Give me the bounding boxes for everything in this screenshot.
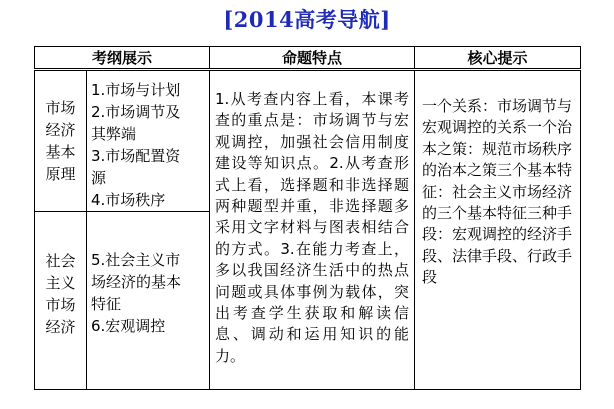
syllabus-item: 1.市场与计划 [91,81,181,99]
topic-line: 社会 [45,252,76,270]
header-features: 命题特点 [210,47,415,70]
features-text: 1.从考查内容上看，本课考查的重点是：市场调节与宏观调控，加强社会信用制度建设等知识点。2.从考查形式上看，选择题和非选择题两种题型并重，非选择题多采用文字材料与图表相结合的方式。3.在能力考查上，多以我国经济生活中的热点问题或具体事例为载体，突出考查学生获取和解读信息、调动和运用知识的能力。 [215,90,410,365]
topic-line: 市场 [45,99,76,117]
topic-line: 基本 [45,143,76,161]
syllabus-item: 3.市场配置资 [91,147,181,165]
header-syllabus: 考纲展示 [35,47,210,70]
topic-line: 主义 [45,274,76,292]
syllabus-item: 其弊端 [91,125,137,143]
page-title: [2014高考导航] [223,7,391,32]
topic-line: 经济 [45,318,76,336]
syllabus-item: 特征 [91,295,122,313]
topic-cell-2 [35,212,87,390]
topic-line: 市场 [45,296,76,314]
features-cell [210,70,415,390]
topic-line: 原理 [45,165,76,183]
items-cell-2 [87,212,210,390]
syllabus-item: 场经济的基本 [91,273,182,291]
syllabus-item: 4.市场秩序 [91,191,166,209]
hints-text: 一个关系：市场调节与宏观调控的关系一个治本之策：规范市场秩序的治本之策三个基本特征：社会主义市场经济的三个基本特征三种手段：宏观调控的经济手段、法律手段、行政手段 [422,97,573,287]
syllabus-item: 5.社会主义市 [91,251,181,269]
syllabus-item: 6.宏观调控 [91,317,166,335]
topic-cell-1 [35,70,87,212]
syllabus-item: 源 [91,169,107,187]
items-cell-1 [87,70,210,212]
hints-cell [415,70,581,390]
header-hints: 核心提示 [415,47,581,70]
syllabus-item: 2.市场调节及 [91,103,181,121]
exam-guide-table [34,46,581,390]
topic-line: 经济 [45,121,76,139]
